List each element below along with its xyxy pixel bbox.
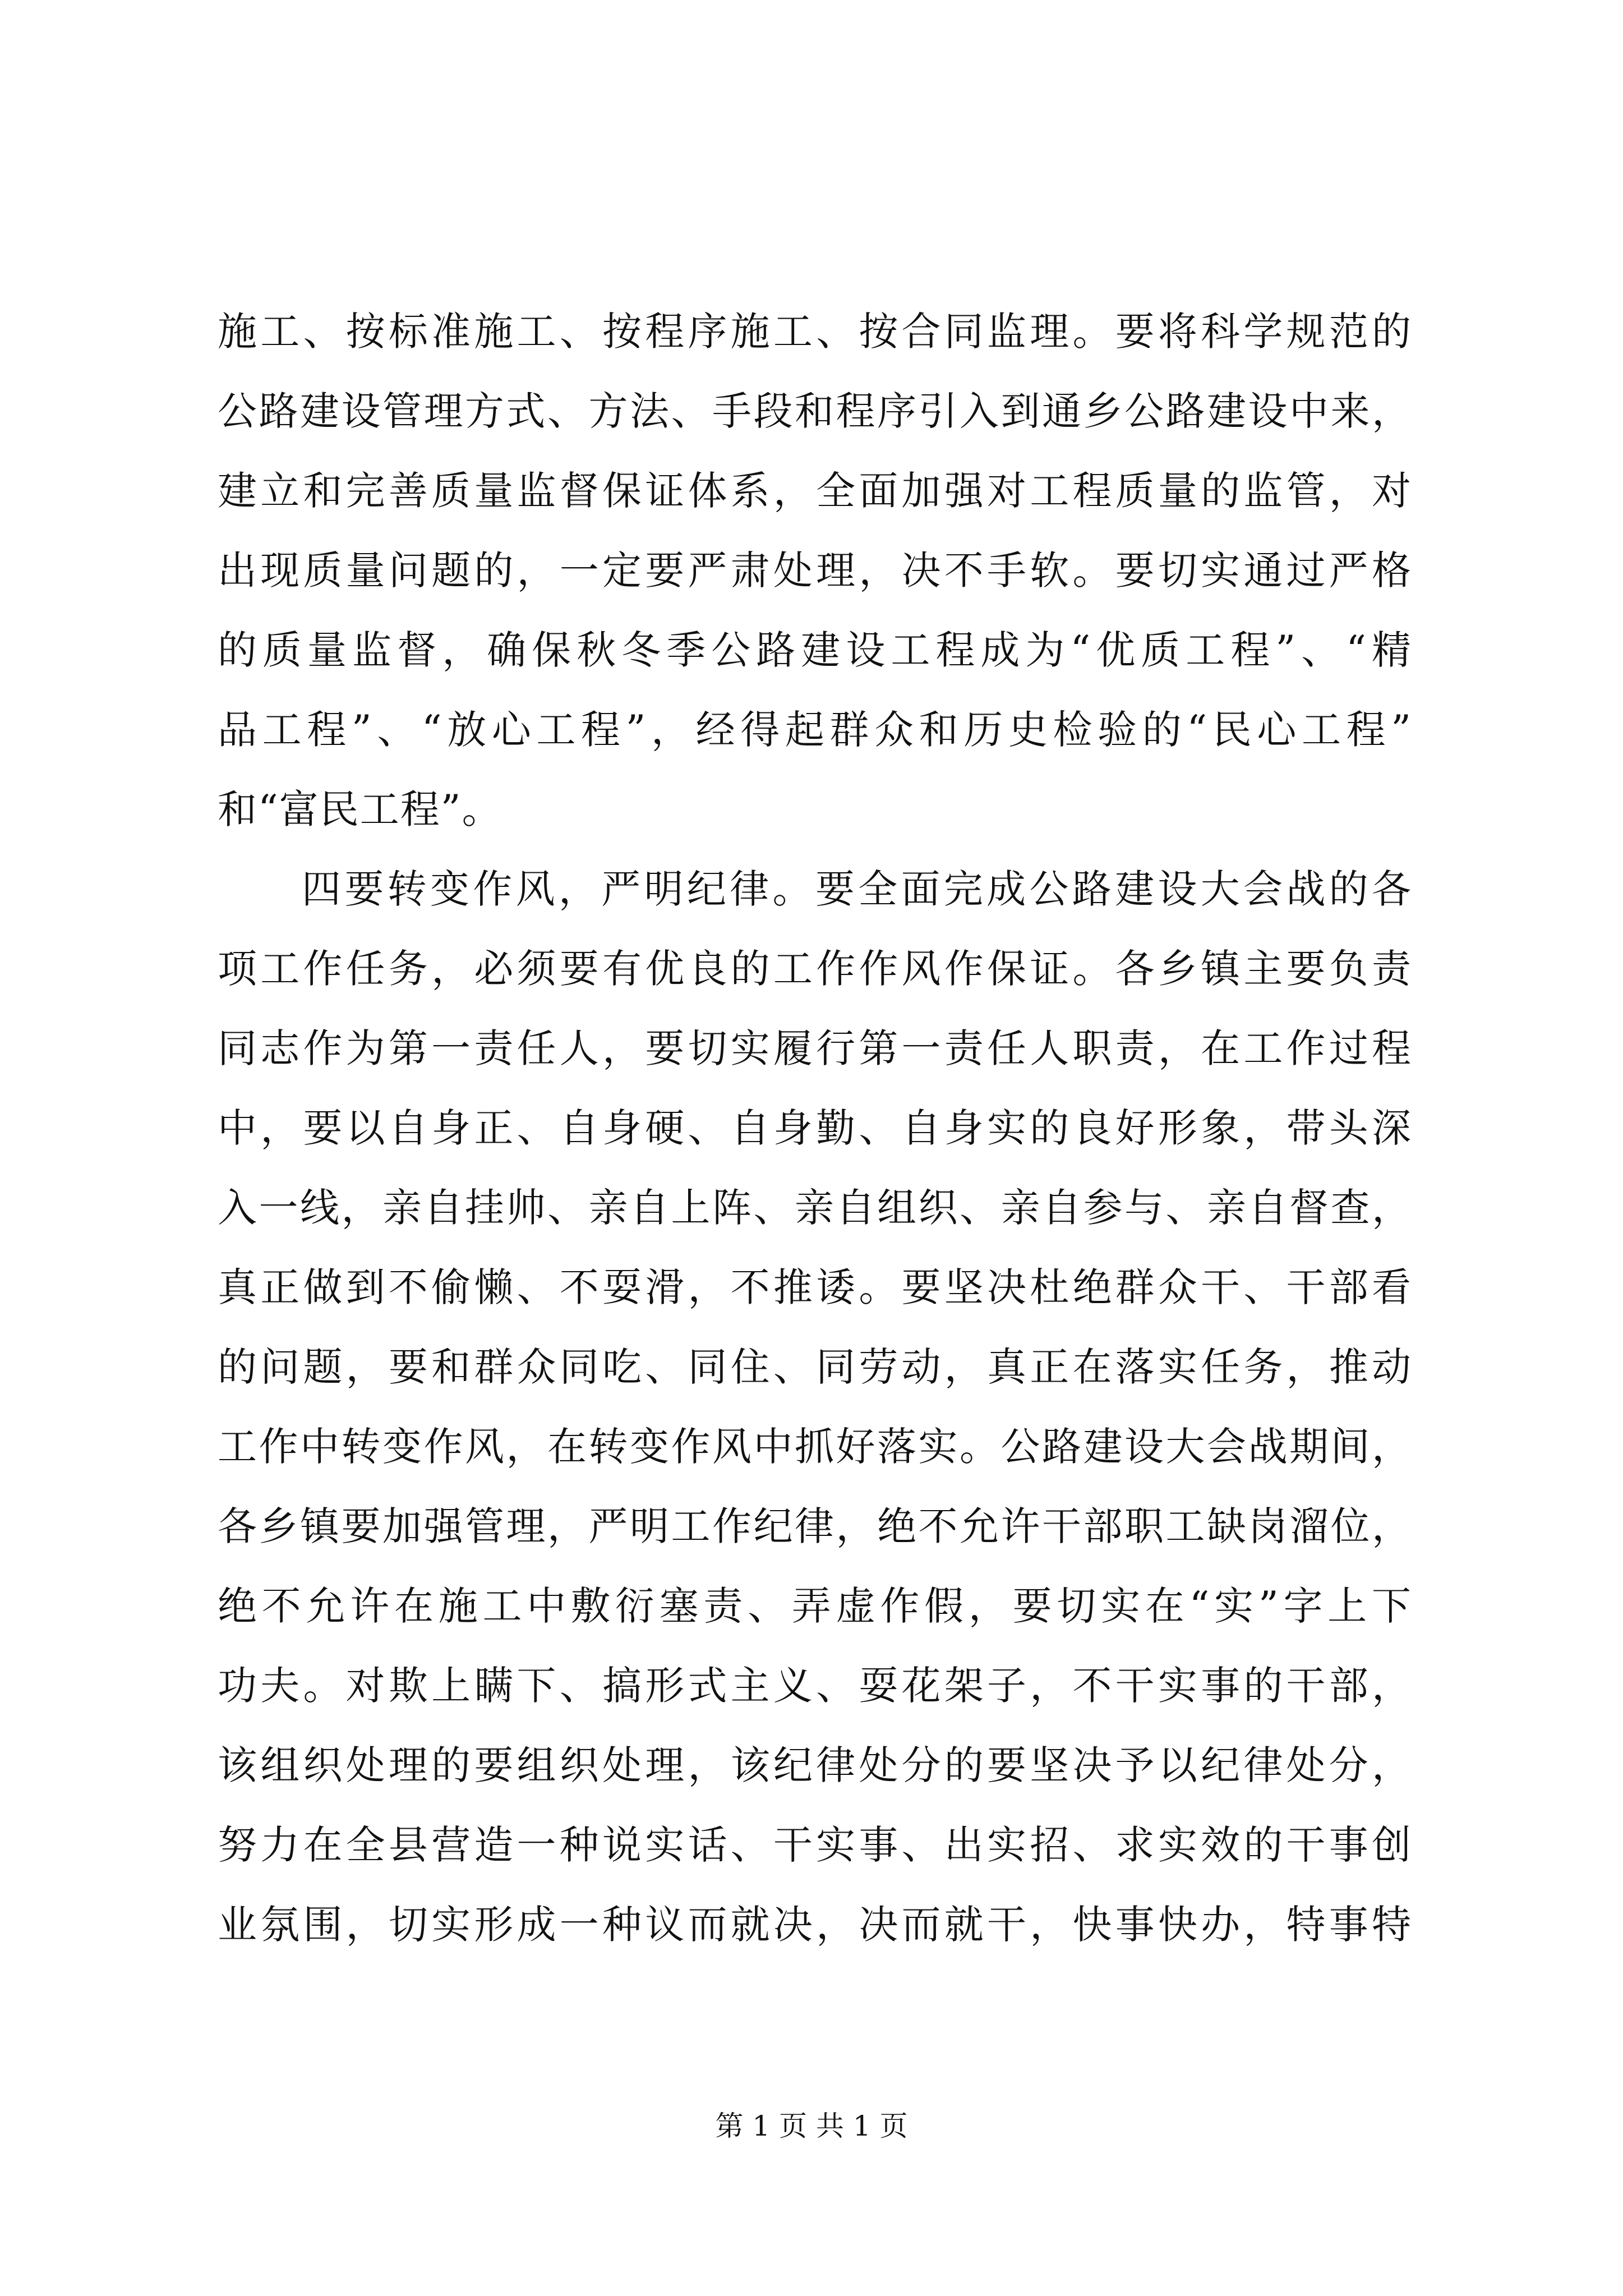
text-line: 该组织处理的要组织处理，该纪律处分的要坚决予以纪律处分， [218, 1742, 1412, 1788]
text-line: 入一线，亲自挂帅、亲自上阵、亲自组织、亲自参与、亲自督查， [218, 1185, 1412, 1231]
text-line: 各乡镇要加强管理，严明工作纪律，绝不允许干部职工缺岗溜位， [218, 1503, 1412, 1549]
text-line: 建立和完善质量监督保证体系，全面加强对工程质量的监管，对 [218, 468, 1412, 514]
text-line: 业氛围，切实形成一种议而就决，决而就干，快事快办，特事特 [218, 1902, 1412, 1948]
text-line: 项工作任务，必须要有优良的工作作风作保证。各乡镇主要负责 [218, 946, 1412, 992]
text-line: 功夫。对欺上瞒下、搞形式主义、耍花架子，不干实事的干部， [218, 1663, 1412, 1709]
text-line: 努力在全县营造一种说实话、干实事、出实招、求实效的干事创 [218, 1822, 1412, 1868]
text-line: 出现质量问题的，一定要严肃处理，决不手软。要切实通过严格 [218, 547, 1412, 593]
paragraph-end-line: 和“富民工程”。 [218, 786, 502, 832]
text-line: 中，要以自身正、自身硬、自身勤、自身实的良好形象，带头深 [218, 1105, 1412, 1151]
text-line: 工作中转变作风，在转变作风中抓好落实。公路建设大会战期间， [218, 1424, 1412, 1470]
document-body [218, 292, 1412, 1964]
page-number-footer: 第 1 页 共 1 页 [715, 2110, 908, 2142]
text-line: 真正做到不偷懒、不耍滑，不推诿。要坚决杜绝群众干、干部看 [218, 1264, 1412, 1310]
text-line: 的问题，要和群众同吃、同住、同劳动，真正在落实任务，推动 [218, 1344, 1412, 1390]
text-line: 同志作为第一责任人，要切实履行第一责任人职责，在工作过程 [218, 1025, 1412, 1071]
text-line: 施工、按标准施工、按程序施工、按合同监理。要将科学规范的 [218, 309, 1412, 355]
text-line: 的质量监督，确保秋冬季公路建设工程成为“优质工程”、“精 [218, 627, 1412, 673]
text-line: 绝不允许在施工中敷衍塞责、弄虚作假，要切实在“实”字上下 [218, 1583, 1412, 1629]
text-line: 品工程”、“放心工程”，经得起群众和历史检验的“民心工程” [218, 707, 1412, 753]
paragraph-start-line: 四要转变作风，严明纪律。要全面完成公路建设大会战的各 [302, 866, 1412, 912]
text-line: 公路建设管理方式、方法、手段和程序引入到通乡公路建设中来， [218, 388, 1412, 434]
